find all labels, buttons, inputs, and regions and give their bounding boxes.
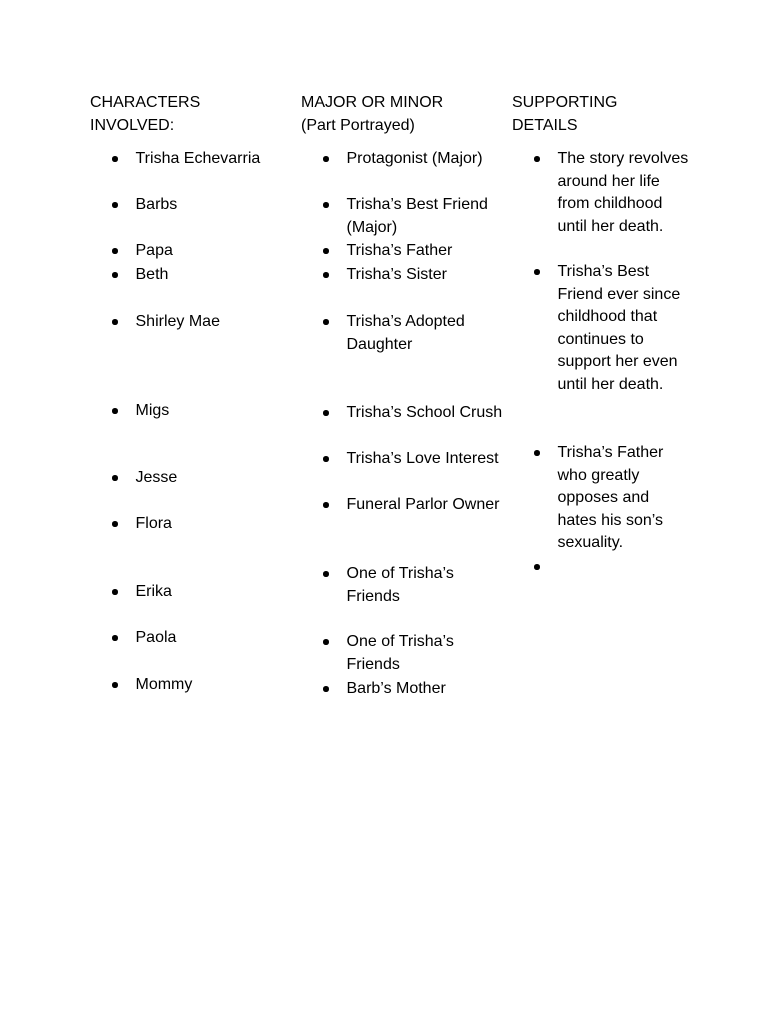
list-item-text: Trisha’s Father who greatly opposes and hates his son’s sexuality. — [557, 444, 664, 552]
bullet-icon — [112, 682, 118, 688]
list-item — [112, 148, 282, 171]
list-item — [323, 240, 503, 263]
bullet-icon — [112, 635, 118, 641]
list-item-text: Trisha’s Best Friend ever since childhood that continues to support her even until her death. — [557, 263, 681, 393]
list-item — [323, 194, 503, 239]
list-item — [112, 400, 282, 423]
list-item — [112, 581, 282, 604]
list-item-text: Trisha Echevarria — [135, 150, 261, 167]
list-item-text: Trisha’s School Crush — [346, 404, 503, 421]
list-item — [112, 240, 282, 263]
list-item — [534, 261, 692, 397]
list-item-text: Flora — [135, 515, 172, 532]
list-item — [323, 264, 503, 287]
supporting-details-column-header — [512, 91, 712, 137]
list-item — [112, 467, 282, 490]
bullet-icon — [323, 410, 329, 416]
header-line: MAJOR OR MINOR — [301, 94, 444, 111]
list-item-text: Trisha’s Father — [346, 242, 453, 259]
list-item — [323, 563, 503, 608]
bullet-icon — [112, 475, 118, 481]
list-item — [323, 402, 503, 425]
bullet-icon — [323, 502, 329, 508]
header-line: SUPPORTING — [512, 94, 618, 111]
list-item — [112, 311, 282, 334]
list-item-text: Trisha’s Love Interest — [346, 450, 499, 467]
bullet-icon — [534, 156, 540, 162]
bullet-icon — [323, 156, 329, 162]
list-item — [112, 264, 282, 287]
bullet-icon — [112, 589, 118, 595]
supporting-details-column — [512, 91, 712, 552]
bullet-icon — [323, 686, 329, 692]
bullet-icon — [323, 319, 329, 325]
list-item-text: The story revolves around her life from childhood until her death. — [557, 150, 689, 235]
list-item — [323, 678, 503, 701]
list-item-text: Beth — [135, 266, 169, 283]
list-item — [112, 194, 282, 217]
bullet-icon — [534, 269, 540, 275]
bullet-icon — [112, 319, 118, 325]
bullet-icon — [112, 408, 118, 414]
list-item — [323, 148, 503, 171]
list-item — [112, 627, 282, 650]
list-item-text: Paola — [135, 629, 177, 646]
bullet-icon — [323, 456, 329, 462]
list-item-text: One of Trisha’s Friends — [346, 565, 454, 605]
list-item-text: Barb’s Mother — [346, 680, 446, 697]
list-item — [323, 311, 503, 356]
list-item-text: Barbs — [135, 196, 178, 213]
bullet-icon — [323, 202, 329, 208]
bullet-icon — [112, 521, 118, 527]
bullet-icon — [534, 450, 540, 456]
list-item — [534, 442, 692, 555]
list-item-text: Papa — [135, 242, 173, 259]
bullet-icon — [323, 639, 329, 645]
major-minor-column — [301, 91, 503, 697]
header-line: DETAILS — [512, 117, 578, 134]
list-item-text: Trisha’s Best Friend (Major) — [346, 196, 488, 236]
list-item-text: Shirley Mae — [135, 313, 220, 330]
list-item — [323, 494, 503, 517]
bullet-icon — [323, 248, 329, 254]
bullet-icon — [112, 272, 118, 278]
characters-column-header — [90, 91, 280, 137]
major-minor-column-header — [301, 91, 501, 137]
list-item — [323, 631, 503, 676]
header-line: INVOLVED: — [90, 117, 175, 134]
bullet-icon — [112, 202, 118, 208]
bullet-icon — [112, 156, 118, 162]
header-line: CHARACTERS — [90, 94, 201, 111]
bullet-icon — [112, 248, 118, 254]
list-item-text: Trisha’s Sister — [346, 266, 447, 283]
list-item-text: Migs — [135, 402, 170, 419]
list-item-text: Trisha’s Adopted Daughter — [346, 313, 465, 353]
bullet-icon — [534, 564, 540, 570]
list-item-text: Erika — [135, 583, 172, 600]
bullet-icon — [323, 571, 329, 577]
list-item-text: Mommy — [135, 676, 193, 693]
list-item — [534, 148, 692, 238]
list-item — [112, 513, 282, 536]
list-item-text: Jesse — [135, 469, 178, 486]
list-item — [112, 674, 282, 697]
header-line: (Part Portrayed) — [301, 117, 415, 134]
list-item-text: Protagonist (Major) — [346, 150, 483, 167]
list-item-text: Funeral Parlor Owner — [346, 496, 500, 513]
characters-column — [90, 91, 280, 693]
bullet-icon — [323, 272, 329, 278]
list-item-text: One of Trisha’s Friends — [346, 633, 454, 673]
list-item — [323, 448, 503, 471]
